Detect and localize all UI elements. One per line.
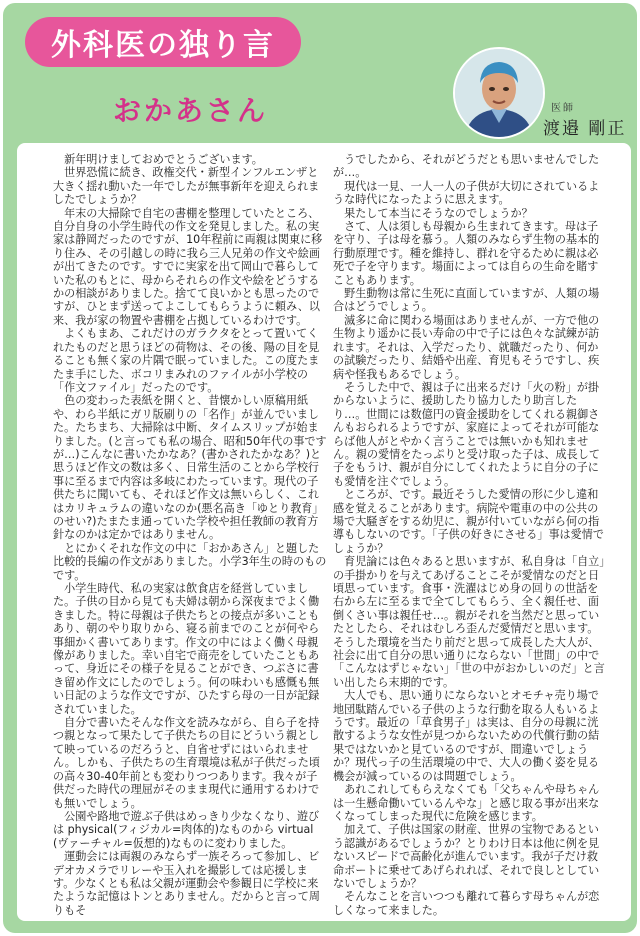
paragraph: 世界恐慌に続き、政権交代・新型インフルエンザと大きく揺れ動いた一年でしたが無事新年を迎えられましたでしょうか？ <box>53 166 320 207</box>
article-column-left <box>53 153 328 917</box>
paragraph: よくもまあ、これだけのガラクタをとって置いてくれたものだと思うほどの荷物は、その後、陽の目を見ることも無く家の片隅で眠っていました。この度たまたま手にした、ボコリまみれのファイルが小学校の「作文ファイル」だったのです。 <box>53 327 320 394</box>
series-title-badge <box>25 17 301 67</box>
author-byline <box>543 99 626 139</box>
author-name: 渡邉 剛正 <box>543 119 627 139</box>
article-body-panel <box>17 143 631 921</box>
paragraph: うでしたから、それがどうだとも思いませんでしたが…。 <box>333 153 600 180</box>
paragraph: 加えて、子供は国家の財産、世界の宝物であるという認識があるでしょうか？とりわけ日本は他に例を見ないスピードで高齢化が進んでいます。我が子だけ救命ボートに乗せてあげられれば、それで良しとしていないでしょうか？ <box>333 823 600 890</box>
paragraph: 運動会には両親のみならず一族そろって参加し、ビデオカメラでリレーや玉入れを撮影しては応援します。少なくとも私は父親が運動会や参観日に学校に来たような記憶はトンとありません。だからと言って周りもそ <box>53 850 320 917</box>
paragraph: 色の変わった表紙を開くと、昔懐かしい原稿用紙や、わら半紙にガリ版刷りの「名作」が並んでいました。たちまち、大掃除は中断、タイムスリップが始まりました。(と言っても私の場合、昭和50年代の事ですが…)こんなに書いたかなあ？(書かされたかなあ？)と思うほど作文の数は多く、日常生活のことから学校行事に至るまで内容は多岐にわたっています。現代の子供たちに聞いても、それほど作文は無いらしく、これはカリキュラムの違いなのか(悪名高き「ゆとり教育」のせい?)たまたま通っていた学校や担任教師の教育方針なのかは定かではありません。 <box>53 394 327 542</box>
paragraph: 新年明けましておめでとうございます。 <box>64 153 263 166</box>
series-title: 外科医の独り言 <box>51 28 275 63</box>
paragraph: さて、人は須しも母親から生まれてきます。母は子を守り、子は母を慕う。人類のみならず生物の基本的行動原理です。種を維持し、群れを守るために親は必死で子を守ります。場面によっては自らの生命を賭すこともあります。 <box>333 220 600 287</box>
page-background <box>3 3 637 933</box>
author-role: 医師 <box>551 103 575 114</box>
article-column-right <box>333 153 608 917</box>
paragraph: 滅多に命に関わる場面はありませんが、一方で他の生物より遥かに長い寿命の中で子には色々な試練が訪れます。それは、入学だったり、就職だったり、何かの試験だったり、結婚や出産、育児もそうですし、疾病や怪我もあるでしょう。 <box>333 313 600 381</box>
paragraph: 現代は一見、一人一人の子供が大切にされているような時代になったように思えます。 <box>333 179 600 207</box>
paragraph: 公園や路地で遊ぶ子供はめっきり少なくなり、遊びは physical(フィジカル=肉体的)なものから virtual(ヴァーチャル=仮想的)なものに変わりました。 <box>53 809 320 850</box>
paragraph: とにかくそれな作文の中に「おかあさん」と題した比較的長編の作文がありました。小学3年生の時のものです。 <box>53 541 327 582</box>
paragraph: 自分で書いたそんな作文を読みながら、自ら子を持つ親となって果たして子供たちの目にどういう親として映っているのだろうと、自省せずにはいられません。しかも、子供たちの生育環境は私が子供だった頃の高々30-40年前とも変わりつつあります。我々が子供だった時代の理屈がそのまま現代に通用するわけでも無いでしょう。 <box>53 716 320 810</box>
author-photo <box>453 47 545 139</box>
paragraph: そうした中で、親は子に出来るだけ「火の粉」が掛からないように、援助したり協力したり助言したり…。世間には数億円の資金援助をしてくれる親御さんもおられるようですが、家庭によってそれが可能ならば他人がとやかく言うことでは無いかも知れません。親の愛情をたっぷりと受け取った子は、成長して子をもうけ、親が自分にしてくれたように自分の子にも愛情を注ぐでしょう。 <box>333 380 600 488</box>
paragraph: 小学生時代、私の実家は飲食店を経営していました。子供の目から見ても夫婦は朝から深夜までよく働きました。特に母親は子供たちとの接点が多いこともあり、朝のやり取りから、寝る前までのことが何やら事細かく書いてあります。作文の中にはよく働く母親像がありました。幸い自宅で商売をしていたこともあって、身近にその様子を見ることができ、つぶさに書き留め作文にしたのでしょう。何の味わいも感慨も無い日記のような作文ですが、ひたすら母の一日が記録されていました。 <box>53 582 320 716</box>
paragraph: あれこれしてもらえなくても「父ちゃんや母ちゃんは一生懸命働いているんやな」と感じ取る事が出来なくなってしまった現代に危険を感じます。 <box>333 783 600 823</box>
paragraph: 育児論には色々あると思いますが、私自身は「自立」の手掛かりを与えてあげることこそが愛情なのだと日頃思っています。食事・洗濯はじめ身の回りの世話を右から左に至るまで全てしてもらう、全く親任せ、面倒くさい事は親任せ…。親がそれを当然だと思っていたとしたら、それはむしろ歪んだ愛情だと思います。そうした環境を当たり前だと思って成長した大人が、社会に出て自分の思い通りにならない「世間」の中で「こんなはずじゃない」「世の中がおかしいのだ」と言い出したら末期的です。 <box>333 555 605 689</box>
doctor-portrait-icon <box>455 49 543 137</box>
paragraph: 果たして本当にそうなのでしょうか？ <box>344 206 533 220</box>
paragraph: 野生動物は常に生死に直面していますが、人類の場合はどうでしょう。 <box>333 287 600 314</box>
paragraph: 年末の大掃除で自宅の書棚を整理していたところ、自分自身の小学生時代の作文を発見しました。私の実家は静岡だったのですが、10年程前に両親は関東に移り住み、その引越しの時に我ら三人兄弟の作文や絵画が出てきたのです。すでに実家を出て岡山で暮らしていた私のもとに、母からそれらの作文や絵をどうするかの相談がありました。捨てて良いかとも思ったのですが、ひとまず送ってよこしてもらうように頼み、以来、我が家の物置や書棚を占拠しているわけです。 <box>53 206 323 327</box>
paragraph: 大人でも、思い通りにならないとオモチャ売り場で地団駄踏んでいる子供のような行動を取る人もいるようです。最近の「草食男子」は実は、自分の母親に洸散するような女性が見つからないための代償行動の結果ではないかと見ているのですが、間違いでしょうか？現代っ子の生活環境の中で、大人の働く姿を見る機会が減っているのは問題でしょう。 <box>333 689 600 783</box>
paragraph: そんなことを言いつつも離れて暮らす母ちゃんが恋しくなって来ました。 <box>333 890 600 917</box>
article-title: おかあさん <box>113 94 269 127</box>
paragraph: ところが、です。最近そうした愛情の形に少し違和感を覚えることがあります。病院や電車の中の公共の場で大騒ぎをする幼児に、親が付いていながら何の指導もしないのです。「子供の好きにさせる」事は愛情でしょうか？ <box>333 488 604 555</box>
